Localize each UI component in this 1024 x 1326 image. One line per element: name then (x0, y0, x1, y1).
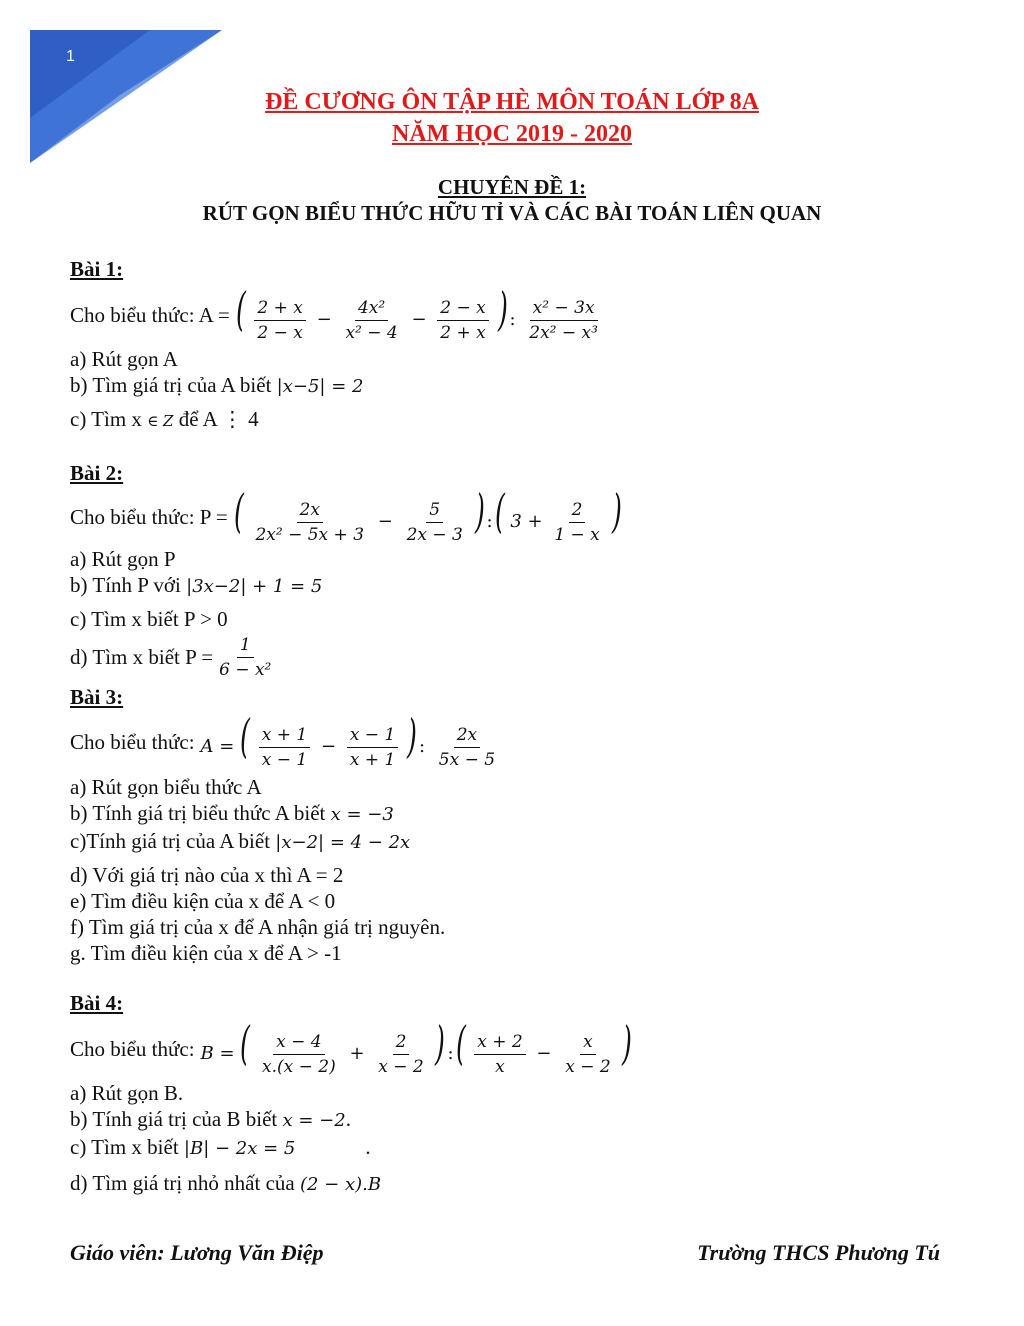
fraction-numerator: 2x (297, 499, 323, 523)
topic-header (0, 174, 1024, 226)
expression-variable: B = (200, 1043, 235, 1065)
inline-formula: x = −3 (330, 804, 394, 825)
fraction-numerator: 2 + x (254, 297, 305, 321)
question-e: e) Tìm điều kiện của x để A < 0 (70, 889, 336, 913)
question-a: a) Rút gọn A (70, 347, 178, 371)
question-text: b) Tính P với (70, 573, 181, 597)
given-expression (70, 484, 970, 545)
question-b (70, 572, 970, 600)
fraction-denominator: x.(x − 2) (262, 1056, 336, 1077)
page-number: 1 (66, 48, 75, 65)
fraction-numerator: 2 (393, 1031, 410, 1055)
footer-teacher: Giáo viên: Lương Văn Điệp (70, 1240, 324, 1265)
question-text: c) Tìm x (70, 407, 142, 431)
fraction-denominator: x (495, 1056, 505, 1077)
fraction-denominator: 5x − 5 (438, 749, 496, 770)
footer-school: Trường THCS Phương Tú (697, 1240, 940, 1265)
title-line-1: ĐỀ CƯƠNG ÔN TẬP HÈ MÔN TOÁN LỚP 8A (265, 89, 759, 115)
fraction-numerator: 5 (426, 499, 443, 523)
given-label: Cho biểu thức: P = (70, 505, 228, 529)
question-d (70, 632, 970, 682)
question-text: b) Tìm giá trị của A biết (70, 373, 272, 397)
fraction-denominator: x² − 4 (345, 322, 398, 343)
question-text: c) Tìm x biết (70, 1135, 179, 1159)
problem-heading: Bài 1: (70, 257, 124, 281)
document-title (0, 86, 1024, 150)
fraction-denominator: 2x² − x³ (529, 322, 598, 343)
expression-variable: A = (200, 736, 235, 758)
fraction-numerator: x² − 3x (530, 297, 598, 321)
question-b (70, 372, 970, 400)
title-line-2: NĂM HỌC 2019 - 2020 (392, 121, 632, 147)
fraction-denominator: 2 + x (440, 322, 486, 343)
inline-formula: ∈ Z (147, 412, 174, 430)
inline-formula: |x−5| = 2 (276, 376, 364, 397)
question-a: a) Rút gọn P (70, 547, 176, 571)
given-expression (70, 282, 970, 344)
expression-term: 3 + (510, 511, 543, 533)
fraction-denominator: x + 1 (349, 749, 396, 770)
given-expression (70, 709, 970, 770)
question-c (70, 828, 970, 856)
formula: ( $\frac{2 + x}{2 - x}$ − $\frac{\text{4x²}}{\text{x² − 4}}$ − $\frac{2 - x}{2 + x}$ ) : $\frac{\text{x² − 3x}}{\text{2x² − x³}}$ (236, 286, 604, 344)
fraction-denominator: 2x − 3 (406, 524, 463, 545)
fraction-numerator: 4x² (355, 297, 388, 321)
problem-heading: Bài 2: (70, 461, 124, 485)
fraction-denominator: x − 2 (378, 1056, 424, 1077)
fraction-numerator: x − 4 (273, 1031, 324, 1055)
question-a: a) Rút gọn biểu thức A (70, 775, 262, 799)
question-b (70, 1106, 970, 1134)
question-b (70, 800, 970, 828)
fraction-denominator: x − 2 (565, 1056, 611, 1077)
inline-formula: x = −2 (282, 1110, 346, 1131)
fraction-numerator: x − 1 (347, 724, 398, 748)
question-text: b) Tính giá trị biểu thức A biết (70, 801, 326, 825)
question-c (70, 406, 970, 434)
question-d: d) Với giá trị nào của x thì A = 2 (70, 863, 344, 887)
problem-3 (70, 684, 970, 966)
given-expression (70, 1016, 970, 1078)
fraction-numerator: x + 2 (474, 1031, 525, 1055)
given-label: Cho biểu thức: A = (70, 303, 230, 327)
formula: B = ( $\frac{x - 4}{x.(x - 2)}$ + $\frac{2}{x - 2}$ ) :( $\frac{x + 2}{x}$ − $\frac{x}{x - 2}$ ) (200, 1016, 633, 1077)
inline-formula: |3x−2| + 1 = 5 (186, 576, 323, 597)
problem-heading: Bài 4: (70, 991, 124, 1015)
problem-1 (70, 256, 970, 434)
fraction-denominator: 2 − x (257, 322, 303, 343)
fraction-numerator: 2 − x (437, 297, 488, 321)
question-a: a) Rút gọn B. (70, 1081, 184, 1105)
given-label: Cho biểu thức: (70, 1037, 195, 1061)
question-d (70, 1170, 970, 1198)
question-text: c)Tính giá trị của A biết (70, 829, 271, 853)
fraction-numerator: x + 1 (259, 724, 310, 748)
question-g: g. Tìm điều kiện của x để A > -1 (70, 941, 342, 965)
fraction-denominator: x − 1 (261, 749, 308, 770)
sentence-end: . (365, 1135, 371, 1159)
fraction-denominator: 1 − x (554, 524, 600, 545)
question-text: d) Tìm giá trị nhỏ nhất của (70, 1171, 295, 1195)
question-text: d) Tìm x biết P = (70, 645, 214, 669)
sentence-end: . (345, 1107, 351, 1131)
problem-2 (70, 460, 970, 682)
inline-formula: (2 − x).B (299, 1174, 382, 1195)
formula: A = ( $\frac{x + 1}{x - 1}$ − $\frac{x - 1}{x + 1}$ ) : $\frac{2x}{5x - 5}$ (201, 713, 502, 771)
fraction-denominator: 6 − x² (219, 659, 272, 680)
question-c (70, 1134, 970, 1162)
question-c: c) Tìm x biết P > 0 (70, 607, 228, 631)
question-text: b) Tính giá trị của B biết (70, 1107, 278, 1131)
formula: ( $\frac{2x}{\text{2x² − 5x + 3}}$ − $\frac{5}{2x - 3}$ ) :( 3 + $\frac{2}{1 - x}$ ) (233, 484, 622, 545)
topic-title: RÚT GỌN BIỂU THỨC HỮU TỈ VÀ CÁC BÀI TOÁN LIÊN QUAN (202, 201, 822, 225)
fraction-denominator: 2x² − 5x + 3 (255, 524, 365, 545)
problem-4 (70, 990, 970, 1198)
inline-formula: |B| − 2x = 5 (183, 1138, 296, 1159)
fraction-numerator: 1 (237, 634, 254, 658)
inline-formula: |x−2| = 4 − 2x (275, 832, 411, 853)
fraction-numerator: 2 (569, 499, 586, 523)
question-f: f) Tìm giá trị của x để A nhận giá trị nguyên. (70, 915, 446, 939)
fraction-numerator: 2x (454, 724, 480, 748)
question-text: để A ⋮ 4 (178, 407, 259, 431)
given-label: Cho biểu thức: (70, 730, 195, 754)
problem-heading: Bài 3: (70, 685, 124, 709)
fraction-numerator: x (580, 1031, 596, 1055)
topic-label: CHUYÊN ĐỀ 1: (437, 175, 587, 199)
